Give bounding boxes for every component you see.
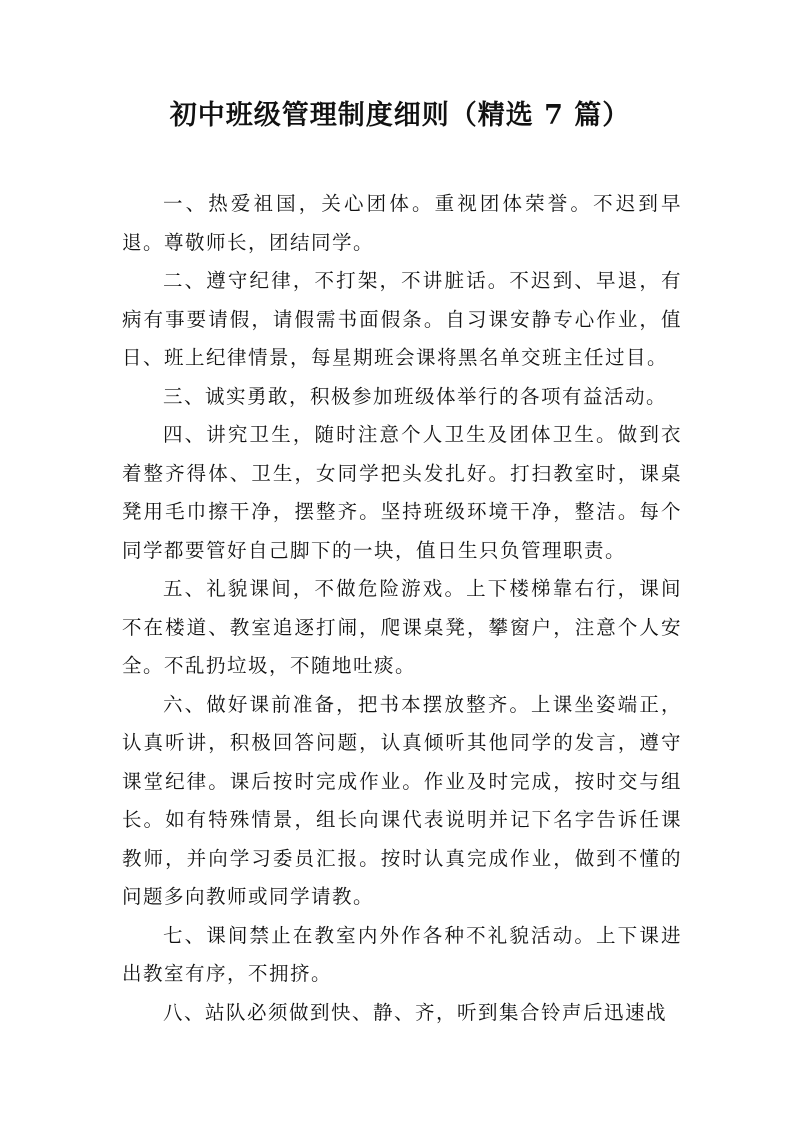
paragraph-6: 六、做好课前准备，把书本摆放整齐。上课坐姿端正，认真听讲，积极回答问题，认真倾听其他同学的发言，遵守课堂纪律。课后按时完成作业。作业及时完成，按时交与组长。如有特殊情景，组长向课代表说明并记下名字告诉任课教师，并向学习委员汇报。按时认真完成作业，做到不懂的问题多向教师或同学请教。: [122, 692, 682, 908]
paragraph-5: 五、礼貌课间，不做危险游戏。上下楼梯靠右行，课间不在楼道、教室追逐打闹，爬课桌凳，攀窗户，注意个人安全。不乱扔垃圾，不随地吐痰。: [122, 577, 682, 677]
paragraph-4: 四、讲究卫生，随时注意个人卫生及团体卫生。做到衣着整齐得体、卫生，女同学把头发扎好。打扫教室时，课桌凳用毛巾擦干净，摆整齐。坚持班级环境干净，整洁。每个同学都要管好自己脚下的一块，值日生只负管理职责。: [122, 423, 682, 562]
document-title: 初中班级管理制度细则（精选 7 篇）: [169, 100, 631, 131]
paragraph-1: 一、热爱祖国，关心团体。重视团体荣誉。不迟到早退。尊敬师长，团结同学。: [122, 192, 682, 254]
paragraph-2: 二、遵守纪律，不打架，不讲脏话。不迟到、早退，有病有事要请假，请假需书面假条。自习课安静专心作业，值日、班上纪律情景，每星期班会课将黑名单交班主任过目。: [122, 269, 682, 369]
document-body: [122, 185, 682, 1032]
paragraph-3: 三、诚实勇敢，积极参加班级体举行的各项有益活动。: [162, 384, 667, 408]
paragraph-7: 七、课间禁止在教室内外作各种不礼貌活动。上下课进出教室有序，不拥挤。: [122, 923, 682, 985]
paragraph-8: 八、站队必须做到快、静、齐，听到集合铃声后迅速战: [162, 1000, 667, 1024]
